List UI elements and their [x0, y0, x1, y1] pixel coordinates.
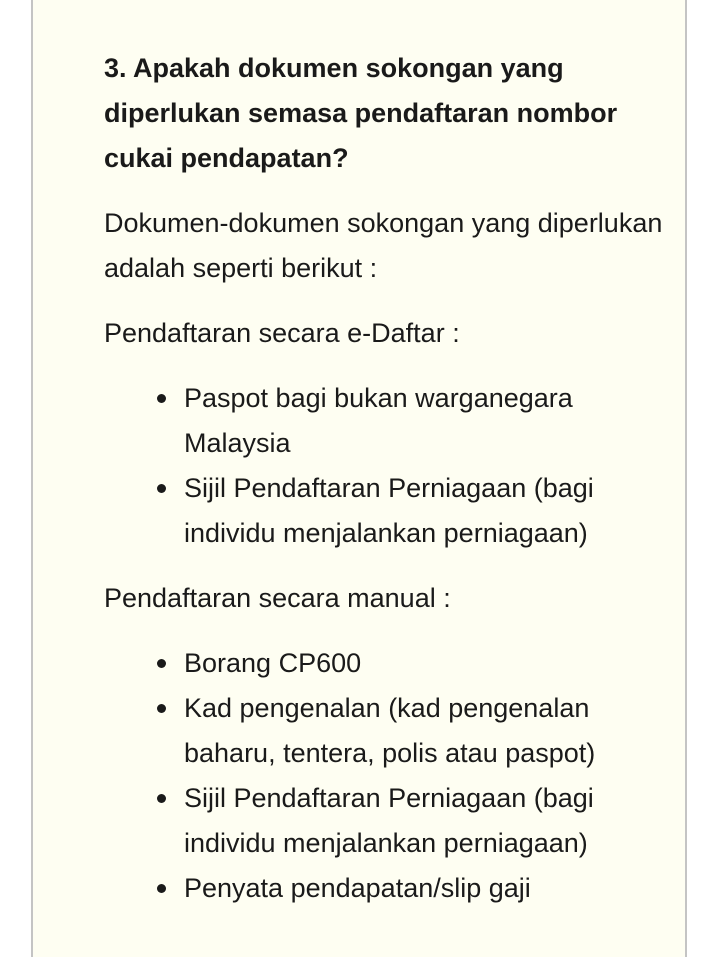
list-item	[184, 466, 674, 556]
list-item	[184, 866, 674, 911]
document-list-e-daftar	[104, 376, 674, 556]
bullet-icon	[157, 704, 166, 713]
document-list-manual	[104, 641, 674, 911]
list-item-text: Kad pengenalan (kad pengenalan baharu, tentera, polis atau paspot)	[184, 693, 596, 768]
bullet-icon	[157, 484, 166, 493]
list-item	[184, 376, 674, 466]
list-item	[184, 776, 674, 866]
list-item-text: Sijil Pendaftaran Perniagaan (bagi individu menjalankan perniagaan)	[184, 783, 594, 858]
list-item-text: Borang CP600	[184, 648, 362, 678]
list-item	[184, 686, 674, 776]
faq-content	[104, 46, 674, 911]
list-item-text: Penyata pendapatan/slip gaji	[184, 873, 531, 903]
list-item-text: Paspot bagi bukan warganegara Malaysia	[184, 383, 573, 458]
list-item-text: Sijil Pendaftaran Perniagaan (bagi individu menjalankan perniagaan)	[184, 473, 594, 548]
faq-panel	[31, 0, 687, 957]
section-heading-e-daftar: Pendaftaran secara e-Daftar :	[104, 318, 460, 348]
bullet-icon	[157, 394, 166, 403]
bullet-icon	[157, 794, 166, 803]
faq-intro: Dokumen-dokumen sokongan yang diperlukan adalah seperti berikut :	[104, 208, 663, 283]
bullet-icon	[157, 884, 166, 893]
section-heading-manual: Pendaftaran secara manual :	[104, 583, 451, 613]
bullet-icon	[157, 659, 166, 668]
faq-question: 3. Apakah dokumen sokongan yang diperlukan semasa pendaftaran nombor cukai pendapatan?	[104, 53, 618, 173]
list-item	[184, 641, 674, 686]
